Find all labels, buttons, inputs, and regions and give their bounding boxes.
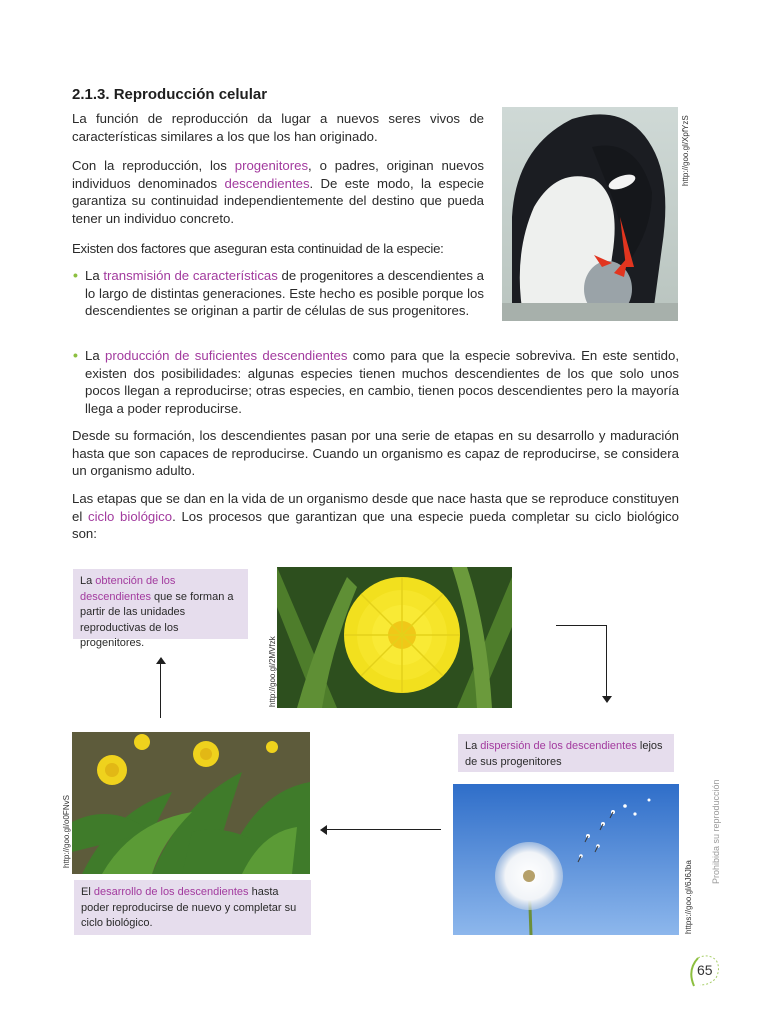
text-run: lejos de sus progenitores	[465, 740, 663, 768]
text-run: . De este modo, la especie garantiza su continuidad independientemente del destino que pueda tener un individuo concreto.	[72, 175, 484, 226]
paragraph-ciclo	[72, 490, 679, 543]
paragraph-intro	[72, 110, 484, 145]
paragraph-factores-text: Existen dos factores que aseguran esta continuidad de la especie:	[72, 241, 444, 256]
text-run: , o padres, originan nuevos individuos denominados	[72, 158, 484, 191]
penguin-photo-credit: http://goo.gl/XpfYzS	[681, 115, 690, 186]
bullet-item-transmision	[85, 267, 484, 320]
term-obtencion: obtención de los descendientes	[80, 575, 176, 603]
dandelion-illustration	[453, 784, 679, 935]
text-run: de progenitores a descendientes a lo largo de distintas generaciones. Este hecho es posible porque los descendientes se originan a partir de células de sus progenitores.	[85, 268, 484, 318]
paragraph-desarrollo	[72, 427, 679, 480]
section-heading: 2.1.3. Reproducción celular	[72, 86, 268, 103]
dandelion-photo	[453, 784, 679, 935]
text-run: Con la reproducción, los	[72, 158, 235, 173]
term-dispersion: dispersión de los descendientes	[480, 740, 637, 752]
dandelion-photo-credit: https://goo.gl/6J6Jba	[684, 860, 693, 934]
text-run: Las etapas que se dan en la vida de un organismo desde que nace hasta que se reproduce constituyen el	[72, 491, 679, 524]
term-produccion: producción de suficientes descendientes	[104, 348, 348, 363]
arrow-horizontal-segment	[556, 625, 607, 626]
text-run: hasta poder reproducirse de nuevo y completar su ciclo biológico.	[81, 886, 297, 929]
text-run: El	[81, 886, 94, 898]
term-transmision: transmisión de características	[103, 268, 278, 283]
plant-illustration	[72, 732, 310, 874]
text-run: La	[80, 575, 96, 587]
flower-illustration	[277, 567, 512, 708]
plant-photo-credit: http://goo.gl/o0FNvS	[62, 795, 71, 868]
arrow-up-line	[160, 664, 161, 718]
caption-desarrollo	[74, 880, 311, 935]
page-number-badge	[686, 952, 722, 988]
text-run: La	[85, 348, 105, 363]
text-run: como para que la especie sobreviva. En este sentido, existen dos posibilidades: algunas especies tienen muchos descendientes de los que solo unos pocos llegan a reproducirse; otras especies, en cambio, tienen pocos descendientes pero la mayoría llega a poder reproducirse.	[85, 348, 679, 416]
bullet-item-produccion	[85, 347, 679, 417]
arrow-left-line	[327, 829, 441, 830]
term-descendientes: descendientes	[224, 175, 310, 191]
arrow-up-head	[156, 657, 166, 664]
term-ciclo-biologico: ciclo biológico	[87, 508, 173, 524]
paragraph-desarrollo-text: Desde su formación, los descendientes pasan por una serie de etapas en su desarrollo y maduración hasta que son capaces de reproducirse. Cuando un organismo es capaz de reproducirse, se considera un organismo adulto.	[72, 428, 679, 478]
bullet-marker: •	[73, 347, 78, 363]
flower-photo-credit: http://goo.gl/2MVfzk	[268, 636, 277, 707]
caption-dispersion	[458, 734, 674, 772]
arrow-down-line	[606, 625, 607, 697]
text-run: que se forman a partir de las unidades reproductivas de los progenitores.	[80, 590, 234, 649]
paragraph-factores	[72, 240, 486, 258]
paragraph-intro-text: La función de reproducción da lugar a nuevos seres vivos de características similares a los que los han originado.	[72, 111, 484, 144]
side-copyright-label: Prohibida su reproducción	[711, 779, 721, 884]
penguin-illustration	[502, 107, 678, 321]
arrow-down-head	[602, 696, 612, 703]
text-run: La	[465, 740, 481, 752]
flower-photo	[277, 567, 512, 708]
page-number: 65	[697, 962, 713, 978]
term-desarrollo: desarrollo de los descendientes	[93, 886, 249, 898]
bullet-marker: •	[73, 267, 78, 283]
term-progenitores: progenitores	[234, 158, 309, 173]
arrow-left-head	[320, 825, 327, 835]
penguin-photo	[502, 107, 678, 321]
plant-photo	[72, 732, 310, 874]
caption-obtencion	[73, 569, 248, 649]
text-run: . Los procesos que garantizan que una especie pueda completar su ciclo biológico son:	[72, 508, 679, 541]
paragraph-progenitores	[72, 157, 484, 227]
text-run: La	[85, 268, 104, 283]
